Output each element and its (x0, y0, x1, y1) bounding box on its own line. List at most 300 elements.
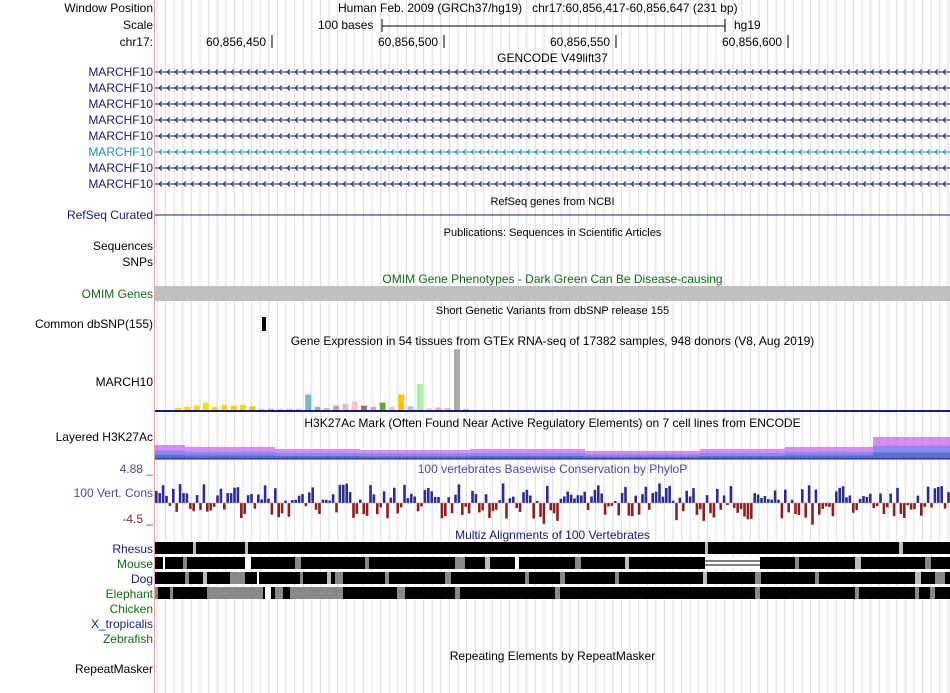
h3k27ac-layer (873, 452, 950, 459)
h3k27ac-layer (785, 455, 873, 459)
phylop-bar (468, 503, 471, 514)
phylop-bar (876, 503, 879, 506)
phylop-bar (617, 503, 620, 515)
gtex-tissue-bar (315, 407, 321, 410)
phylop-bar (369, 485, 372, 503)
phylop-bar (767, 499, 770, 503)
phylop-bar (447, 497, 450, 503)
phylop-bar (172, 489, 175, 503)
phylop-bar (655, 492, 658, 503)
gtex-tissue-bar (203, 403, 209, 410)
gtex-tissue-bar (212, 407, 218, 410)
phylop-bar (852, 503, 855, 513)
phylop-bar (277, 503, 280, 517)
alignment-gap (930, 587, 935, 599)
omim-gene-bar (155, 286, 950, 301)
alignment-gap (515, 557, 519, 569)
alignment-gap (575, 557, 581, 569)
gtex-tissue-bar (408, 406, 414, 410)
dbsnp-label[interactable]: Common dbSNP(155) (34, 317, 153, 331)
gtex-track-title: Gene Expression in 54 tissues from GTEx RNA-seq of 17382 samples, 948 donors (V8, Aug 2019) (290, 334, 815, 348)
phylop-bar (237, 487, 240, 503)
multiz-species-label[interactable]: Dog (130, 572, 153, 586)
phylop-bar (577, 495, 580, 503)
phylop-bar (539, 503, 542, 517)
gencode-gene-label[interactable]: MARCHF10 (88, 65, 153, 79)
phylop-bar (379, 503, 382, 507)
phylop-bar (859, 499, 862, 503)
phylop-bar (760, 498, 763, 503)
ruler-tick-label: 60,856,550 (550, 35, 611, 49)
phylop-bar (590, 496, 593, 503)
phylop-bar (597, 485, 600, 503)
phylop-bar (532, 503, 535, 518)
repeatmasker-track-title: Repeating Elements by RepeatMasker (449, 649, 656, 663)
phylop-bar (162, 485, 165, 503)
phylop-bar (845, 497, 848, 503)
phylop-bar (549, 503, 552, 510)
phylop-bar (335, 503, 338, 512)
h3k27ac-layer (155, 455, 185, 459)
phylop-bar (743, 503, 746, 517)
phylop-bar (662, 497, 665, 503)
phylop-bar (203, 484, 206, 503)
gencode-track-title: GENCODE V49lift37 (497, 51, 608, 65)
phylop-bar (322, 500, 325, 503)
alignment-gap (560, 572, 565, 584)
phylop-bar (872, 503, 875, 508)
phylop-bar (811, 503, 814, 525)
phylop-bar (182, 493, 185, 503)
gtex-tissue-bar (222, 405, 228, 410)
phylop-bar (186, 493, 189, 503)
phylop-bar (284, 501, 287, 503)
phylop-bar (781, 503, 784, 518)
phylop-bar (189, 503, 192, 509)
phylop-bar (220, 489, 223, 503)
gtex-tissue-bar (454, 349, 460, 410)
alignment-block (155, 557, 705, 569)
phylop-bar (638, 503, 641, 515)
scale-label: Scale (122, 18, 153, 32)
scale-text: 100 bases (318, 18, 374, 32)
phylop-bar (196, 495, 199, 503)
omim-track-title: OMIM Gene Phenotypes - Dark Green Can Be Disease-causing (382, 272, 723, 286)
phylop-bar (502, 483, 505, 503)
gtex-tissue-bar (194, 406, 200, 410)
repeatmasker-label[interactable]: RepeatMasker (74, 662, 153, 676)
phylop-label[interactable]: 100 Vert. Cons (73, 486, 153, 500)
phylop-bar (645, 487, 648, 503)
alignment-gap (455, 587, 460, 599)
phylop-bar (713, 503, 716, 518)
phylop-bar (628, 503, 631, 516)
phylop-bar (699, 503, 702, 509)
phylop-bar (332, 494, 335, 503)
phylop-bar (927, 487, 930, 503)
phylop-bar (706, 495, 709, 503)
gtex-tissue-bar (184, 407, 190, 410)
phylop-bar (192, 503, 195, 511)
gtex-tissue-bar (277, 409, 283, 410)
phylop-bar (328, 500, 331, 503)
phylop-bar (526, 490, 529, 503)
alignment-gap (795, 557, 799, 569)
phylop-bar (940, 486, 943, 503)
alignment-gap (183, 557, 187, 569)
phylop-bar (342, 485, 345, 503)
phylop-bar (315, 503, 318, 510)
publications-sequences-label[interactable]: Sequences (92, 239, 153, 253)
gtex-tissue-bar (389, 407, 395, 410)
multiz-track-title: Multiz Alignments of 100 Vertebrates (455, 528, 650, 542)
multiz-species-label[interactable]: Rhesus (112, 542, 153, 556)
phylop-bar (787, 503, 790, 512)
alignment-gap (155, 587, 158, 599)
alignment-gap (755, 572, 761, 584)
phylop-bar (668, 486, 671, 503)
phylop-bar (866, 497, 869, 503)
refseq-track-title: RefSeq genes from NCBI (490, 196, 615, 208)
phylop-bar (437, 497, 440, 503)
phylop-bar (311, 487, 314, 503)
phylop-bar (291, 500, 294, 503)
alignment-insert (705, 557, 760, 569)
phylop-bar (471, 491, 474, 503)
phylop-bar (808, 485, 811, 503)
multiz-species-label[interactable]: X_tropicalis (90, 617, 153, 631)
refseq-label[interactable]: RefSeq Curated (66, 208, 153, 222)
gtex-tissue-bar (435, 408, 441, 410)
alignment-gap (385, 572, 389, 584)
phylop-bar (869, 494, 872, 503)
gencode-gene-label[interactable]: MARCHF10 (88, 113, 153, 127)
gtex-tissue-bar (175, 408, 181, 410)
phylop-bar (692, 488, 695, 503)
phylop-bar (835, 491, 838, 503)
alignment-gap (257, 572, 259, 584)
phylop-bar (240, 503, 243, 518)
phylop-bar (308, 492, 311, 503)
phylop-bar (838, 488, 841, 503)
dbsnp-variant (262, 317, 266, 331)
phylop-bar (434, 497, 437, 503)
phylop-bar (682, 503, 685, 511)
alignment-gap (703, 572, 707, 584)
phylop-bar (726, 503, 729, 505)
phylop-bar (386, 503, 389, 518)
phylop-bar (498, 500, 501, 503)
gtex-tissue-bar (342, 404, 348, 410)
phylop-bar (900, 503, 903, 514)
phylop-bar (175, 503, 178, 512)
phylop-bar (815, 490, 818, 503)
phylop-bar (641, 494, 644, 503)
phylop-bar (495, 503, 498, 510)
phylop-bar (923, 503, 926, 507)
phylop-bar (223, 503, 226, 510)
publications-snps-label[interactable]: SNPs (122, 255, 153, 269)
phylop-bar (454, 495, 457, 503)
phylop-bar (920, 503, 923, 516)
phylop-bar (250, 494, 253, 503)
gtex-tissue-bar (259, 409, 265, 410)
alignment-gap (397, 587, 405, 599)
alignment-gap (170, 587, 173, 599)
phylop-bar (573, 498, 576, 503)
phylop-bar (509, 498, 512, 503)
phylop-bar (719, 503, 722, 510)
alignment-gap (899, 542, 903, 554)
phylop-bar (842, 486, 845, 503)
alignment-gap (625, 557, 629, 569)
alignment-gap (245, 557, 251, 569)
multiz-species-row (155, 572, 950, 584)
gtex-tissue-bar (240, 405, 246, 410)
alignment-gap (365, 557, 369, 569)
gencode-gene-label[interactable]: MARCHF10 (88, 145, 153, 159)
scale-assembly: hg19 (734, 18, 761, 32)
phylop-bar (267, 499, 270, 503)
alignment-gap (327, 572, 331, 584)
alignment-gap (705, 542, 708, 554)
phylop-bar (213, 503, 216, 507)
alignment-gap (855, 587, 859, 599)
phylop-bar (393, 488, 396, 503)
phylop-bar (604, 503, 607, 515)
multiz-species-label[interactable]: Elephant (105, 587, 153, 601)
phylop-bar (345, 484, 348, 503)
phylop-bar (376, 503, 379, 514)
phylop-bar (917, 496, 920, 503)
phylop-bar (804, 503, 807, 518)
phylop-bar (515, 503, 518, 508)
phylop-bar (339, 485, 342, 503)
gencode-gene-label[interactable]: MARCHF10 (88, 177, 153, 191)
gencode-gene-label[interactable]: MARCHF10 (88, 129, 153, 143)
window-position-label: Window Position (64, 1, 153, 15)
phylop-bar (301, 494, 304, 503)
phylop-max-label: 4.88 _ (119, 462, 153, 476)
phylop-bar (478, 503, 481, 512)
phylop-bar (260, 499, 263, 503)
phylop-bar (155, 491, 158, 503)
phylop-bar (886, 503, 889, 507)
phylop-bar (818, 503, 821, 515)
phylop-bar (896, 488, 899, 503)
phylop-bar (947, 492, 950, 503)
gtex-tissue-bar (445, 408, 451, 410)
phylop-bar (665, 488, 668, 503)
phylop-bar (400, 503, 403, 507)
phylop-bar (587, 503, 590, 510)
phylop-bar (359, 500, 362, 503)
phylop-bar (689, 496, 692, 503)
phylop-bar (750, 503, 753, 519)
alignment-gap (925, 557, 931, 569)
gtex-tissue-bar (249, 406, 255, 410)
alignment-gap (300, 572, 303, 584)
phylop-bar (179, 484, 182, 503)
chrom-label: chr17: (119, 35, 153, 49)
phylop-bar (519, 503, 522, 512)
phylop-bar (679, 498, 682, 503)
phylop-bar (288, 503, 291, 517)
phylop-bar (274, 488, 277, 503)
phylop-bar (570, 495, 573, 503)
phylop-bar (930, 503, 933, 508)
phylop-bar (352, 503, 355, 518)
phylop-bar (441, 503, 444, 518)
phylop-bar (556, 503, 559, 521)
gtex-tissue-bar (296, 409, 302, 410)
gencode-gene-label[interactable]: MARCHF10 (88, 161, 153, 175)
phylop-bar (893, 503, 896, 516)
h3k27ac-signal (155, 437, 950, 459)
phylop-bar (305, 503, 308, 506)
phylop-bar (271, 503, 274, 515)
gtex-tissue-bar (324, 408, 330, 410)
phylop-bar (944, 503, 947, 509)
phylop-bar (247, 495, 250, 503)
phylop-bar (560, 499, 563, 503)
phylop-bar (832, 503, 835, 516)
phylop-bar (485, 494, 488, 503)
multiz-species-label[interactable]: Chicken (109, 602, 153, 616)
phylop-bar (648, 503, 651, 510)
gtex-gene-label[interactable]: MARCH10 (95, 375, 153, 389)
phylop-bar (583, 492, 586, 503)
multiz-species-row (155, 557, 950, 569)
h3k27ac-layer (185, 455, 275, 459)
phylop-bar (230, 493, 233, 503)
phylop-bar (801, 489, 804, 503)
alignment-gap (815, 572, 819, 584)
phylop-bar (685, 491, 688, 503)
alignment-gap (525, 572, 529, 584)
phylop-bar (420, 503, 423, 506)
alignment-gap (615, 572, 619, 584)
phylop-bar (209, 503, 212, 511)
phylop-bar (913, 503, 916, 509)
phylop-bar (366, 503, 369, 516)
phylop-bar (407, 498, 410, 503)
phylop-bar (410, 494, 413, 503)
alignment-gap (295, 557, 301, 569)
phylop-bar (226, 493, 229, 503)
alignment-gap (445, 572, 451, 584)
alignment-gap (485, 557, 490, 569)
phylop-bar (736, 503, 739, 513)
alignment-block (155, 542, 950, 554)
h3k27ac-track-title: H3K27Ac Mark (Often Found Near Active Regulatory Elements) on 7 cell lines from ENCODE (304, 416, 801, 430)
multiz-species-label[interactable]: Mouse (116, 557, 153, 571)
phylop-bar (723, 495, 726, 503)
phylop-bar (607, 503, 610, 506)
ruler-tick-label: 60,856,600 (722, 35, 783, 49)
gencode-gene-label[interactable]: MARCHF10 (88, 81, 153, 95)
alignment-gap (230, 572, 245, 584)
alignment-block (155, 572, 950, 584)
phylop-bar (424, 490, 427, 503)
alignment-gap (275, 587, 283, 599)
phylop-bar (672, 501, 675, 503)
phylop-bar (318, 503, 321, 514)
omim-label[interactable]: OMIM Genes (81, 287, 153, 301)
phylop-bar (373, 494, 376, 503)
phylop-bar (825, 503, 828, 506)
phylop-track-title: 100 vertebrates Basewise Conservation by PhyloP (417, 462, 688, 476)
phylop-min-label: -4.5 _ (122, 512, 153, 526)
multiz-species-row (155, 587, 950, 599)
alignment-gap (915, 587, 919, 599)
phylop-bar (383, 491, 386, 503)
phylop-bar (243, 503, 246, 514)
phylop-bar (522, 492, 525, 503)
phylop-bar (461, 503, 464, 515)
gtex-tissue-bar (370, 407, 376, 410)
phylop-bar (764, 496, 767, 503)
phylop-bar (631, 503, 634, 516)
multiz-species-label[interactable]: Zebrafish (102, 632, 153, 646)
h3k27ac-label[interactable]: Layered H3K27Ac (55, 430, 153, 444)
phylop-bar (658, 483, 661, 503)
gtex-tissue-bar (268, 409, 274, 410)
phylop-bar (937, 487, 940, 503)
phylop-bar (451, 503, 454, 513)
phylop-bar (543, 503, 546, 524)
phylop-bar (709, 503, 712, 513)
gencode-gene-label[interactable]: MARCHF10 (88, 97, 153, 111)
gtex-tissue-bar (361, 406, 367, 410)
phylop-bar (757, 495, 760, 503)
phylop-bar (165, 496, 168, 503)
gtex-tissue-bar (333, 406, 339, 410)
phylop-bar (427, 488, 430, 503)
phylop-bar (910, 503, 913, 510)
phylop-bar (594, 490, 597, 503)
phylop-bar (784, 490, 787, 503)
alignment-gap (915, 572, 921, 584)
gtex-tissue-bar (398, 395, 404, 411)
alignment-gap (335, 572, 343, 584)
phylop-bar (417, 503, 420, 511)
phylop-bar (298, 496, 301, 503)
phylop-bar (733, 503, 736, 508)
phylop-bar (257, 495, 260, 503)
alignment-gap (755, 587, 760, 599)
phylop-bar (855, 503, 858, 510)
alignment-gap (207, 587, 263, 599)
alignment-gap (203, 572, 207, 584)
gtex-tissue-bar (463, 409, 469, 410)
dbsnp-track-title: Short Genetic Variants from dbSNP release 155 (435, 305, 670, 317)
alignment-gap (290, 587, 343, 599)
phylop-bar (702, 503, 705, 521)
phylop-bar (216, 495, 219, 503)
gtex-tissue-bar (287, 409, 293, 410)
phylop-bar (753, 493, 756, 503)
phylop-bar (747, 503, 750, 519)
phylop-bar (553, 503, 556, 513)
phylop-bar (883, 503, 886, 514)
phylop-bar (169, 503, 172, 506)
window-position-value: Human Feb. 2009 (GRCh37/hg19) chr17:60,856,417-60,856,647 (231 bp) (338, 1, 738, 15)
alignment-gap (245, 542, 248, 554)
phylop-bar (862, 496, 865, 503)
phylop-bar (696, 503, 699, 515)
phylop-bar (254, 503, 257, 509)
